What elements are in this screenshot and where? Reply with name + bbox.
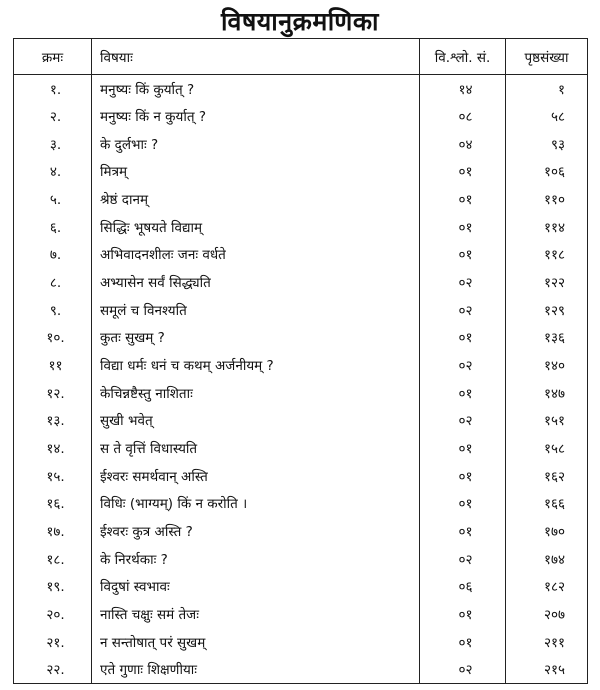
- row-page-number: ११८: [506, 241, 588, 269]
- row-serial-number: १७.: [46, 524, 65, 541]
- table-row: [14, 545, 588, 573]
- header-row: [14, 39, 588, 75]
- row-page-number: १: [506, 75, 588, 103]
- row-verse-count: ०१: [420, 213, 506, 241]
- row-serial-number: ७.: [49, 247, 62, 264]
- column-header-page-number: पृष्ठसंख्या: [506, 39, 588, 75]
- row-serial-number: २०.: [46, 607, 65, 624]
- row-subject: एते गुणाः शिक्षणीयाः: [92, 656, 420, 684]
- table-row: [14, 130, 588, 158]
- row-verse-count: ०१: [420, 185, 506, 213]
- row-subject: के दुर्लभाः ?: [92, 130, 420, 158]
- row-serial-number: १६.: [46, 496, 65, 513]
- row-page-number: २०७: [506, 600, 588, 628]
- row-subject: अभ्यासेन सर्वं सिद्ध्यति: [92, 268, 420, 296]
- row-verse-count: ०२: [420, 296, 506, 324]
- row-page-number: ९३: [506, 130, 588, 158]
- row-subject: ईश्वरः समर्थवान् अस्ति: [92, 462, 420, 490]
- table-row: [14, 628, 588, 656]
- row-subject: मनुष्यः किं न कुर्यात् ?: [92, 102, 420, 130]
- row-verse-count: ०१: [420, 324, 506, 352]
- row-subject: केचिन्नष्टैस्तु नाशिताः: [92, 379, 420, 407]
- row-page-number: १६२: [506, 462, 588, 490]
- row-subject: स ते वृत्तिं विधास्यति: [92, 434, 420, 462]
- row-serial-number: १४.: [46, 441, 65, 458]
- row-subject: विदुषां स्वभावः: [92, 573, 420, 601]
- table-body: [14, 75, 588, 684]
- table-row: [14, 324, 588, 352]
- row-serial-number: ४.: [49, 164, 62, 181]
- row-verse-count: ०१: [420, 517, 506, 545]
- row-page-number: १८२: [506, 573, 588, 601]
- row-subject: मित्रम्: [92, 158, 420, 186]
- row-page-number: ११०: [506, 185, 588, 213]
- row-page-number: १४७: [506, 379, 588, 407]
- row-serial-number: ३.: [49, 136, 62, 153]
- row-verse-count: ०४: [420, 130, 506, 158]
- row-page-number: १७४: [506, 545, 588, 573]
- table-row: [14, 490, 588, 518]
- table-row: [14, 241, 588, 269]
- table-row: [14, 268, 588, 296]
- row-serial-number: १८.: [46, 551, 65, 568]
- row-page-number: १५१: [506, 407, 588, 435]
- row-serial-number: २२.: [46, 662, 65, 679]
- row-serial-number: ६.: [49, 219, 62, 236]
- row-subject: ईश्वरः कुत्र अस्ति ?: [92, 517, 420, 545]
- row-subject: के निरर्थकाः ?: [92, 545, 420, 573]
- row-serial-number: १५.: [46, 468, 65, 485]
- table-row: [14, 517, 588, 545]
- row-verse-count: ०१: [420, 628, 506, 656]
- table-row: [14, 462, 588, 490]
- column-header-verse-count: वि.श्लो. सं.: [420, 39, 506, 75]
- row-serial-number: ९.: [49, 302, 62, 319]
- row-verse-count: ०१: [420, 600, 506, 628]
- row-page-number: १४०: [506, 351, 588, 379]
- table-row: [14, 434, 588, 462]
- row-verse-count: ०२: [420, 656, 506, 684]
- row-page-number: १३६: [506, 324, 588, 352]
- column-header-subject: विषयाः: [92, 39, 420, 75]
- row-subject: मनुष्यः किं कुर्यात् ?: [92, 75, 420, 103]
- table-of-contents: [13, 38, 588, 684]
- row-verse-count: ०१: [420, 462, 506, 490]
- row-page-number: ११४: [506, 213, 588, 241]
- table-row: [14, 573, 588, 601]
- row-subject: विधिः (भाग्यम्) किं न करोति ।: [92, 490, 420, 518]
- row-page-number: १५८: [506, 434, 588, 462]
- row-serial-number: १३.: [46, 413, 65, 430]
- row-serial-number: २.: [49, 109, 62, 125]
- row-verse-count: ०२: [420, 268, 506, 296]
- table-row: [14, 158, 588, 186]
- row-verse-count: ०१: [420, 158, 506, 186]
- row-subject: नास्ति चक्षुः समं तेजः: [92, 600, 420, 628]
- row-serial-number: १.: [49, 81, 62, 98]
- row-verse-count: ०२: [420, 407, 506, 435]
- row-verse-count: ०१: [420, 379, 506, 407]
- row-subject: अभिवादनशीलः जनः वर्धते: [92, 241, 420, 269]
- table-row: [14, 656, 588, 684]
- row-verse-count: १४: [420, 75, 506, 103]
- table-row: [14, 102, 588, 130]
- row-subject: समूलं च विनश्यति: [92, 296, 420, 324]
- row-serial-number: २१.: [46, 634, 65, 651]
- row-subject: श्रेष्ठं दानम्: [92, 185, 420, 213]
- table-header: [14, 39, 588, 75]
- table-row: [14, 600, 588, 628]
- row-verse-count: ०६: [420, 573, 506, 601]
- table-row: [14, 213, 588, 241]
- table-row: [14, 75, 588, 103]
- table-row: [14, 296, 588, 324]
- row-verse-count: ०१: [420, 434, 506, 462]
- row-page-number: १७०: [506, 517, 588, 545]
- table-row: [14, 351, 588, 379]
- row-verse-count: ०२: [420, 545, 506, 573]
- row-verse-count: ०१: [420, 490, 506, 518]
- row-verse-count: ०२: [420, 351, 506, 379]
- row-subject: सुखी भवेत्: [92, 407, 420, 435]
- row-page-number: ५८: [506, 102, 588, 130]
- row-serial-number: १२.: [46, 385, 65, 402]
- row-page-number: १२९: [506, 296, 588, 324]
- row-subject: कुतः सुखम् ?: [92, 324, 420, 352]
- row-page-number: २११: [506, 628, 588, 656]
- row-page-number: १०६: [506, 158, 588, 186]
- row-verse-count: ०८: [420, 102, 506, 130]
- row-serial-number: ११: [48, 358, 63, 375]
- table-row: [14, 407, 588, 435]
- row-subject: न सन्तोषात् परं सुखम्: [92, 628, 420, 656]
- row-serial-number: ८.: [49, 275, 62, 292]
- row-page-number: १२२: [506, 268, 588, 296]
- table-row: [14, 379, 588, 407]
- table-row: [14, 185, 588, 213]
- row-page-number: २१५: [506, 656, 588, 684]
- page-title: विषयानुक्रमणिका: [220, 7, 380, 36]
- row-serial-number: १९.: [46, 579, 65, 596]
- row-subject: सिद्धिः भूषयते विद्याम्: [92, 213, 420, 241]
- column-header-serial: क्रमः: [14, 39, 92, 75]
- row-verse-count: ०१: [420, 241, 506, 269]
- row-serial-number: १०.: [46, 330, 65, 347]
- row-page-number: १६६: [506, 490, 588, 518]
- row-serial-number: ५.: [49, 192, 62, 209]
- row-subject: विद्या धर्मः धनं च कथम् अर्जनीयम् ?: [92, 351, 420, 379]
